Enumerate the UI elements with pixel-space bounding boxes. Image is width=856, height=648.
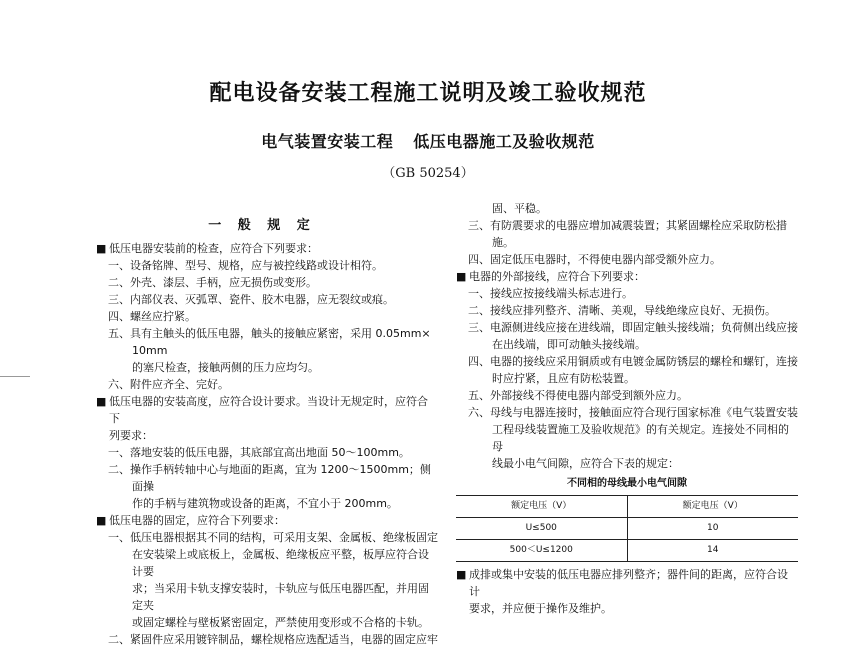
sub-clause: 五、外部接线不得使电器内部受到额外应力。 [468,389,688,402]
table-caption: 不同相的母线最小电气间隙 [567,478,687,489]
sub-clause: 二、接线应排列整齐、清晰、美观，导线绝缘应良好、无损伤。 [468,304,776,317]
clause-head: 低压电器的固定，应符合下列要求： [109,514,285,527]
table-header-cell: 额定电压（V） [456,496,627,518]
sub-clause-continued: 在安装梁上或底板上，金属板、绝缘板应平整，板厚应符合设计要 [132,548,429,578]
bullet-square-icon: ■ [456,568,467,581]
sub-clause: 一、接线应按接线端头标志进行。 [468,287,633,300]
sub-clause-continued: 工程母线装置施工及验收规范》的有关规定。连接处不同相的母 [492,423,789,453]
clearance-table [456,495,798,562]
subtitle-left: 电气装置安装工程 [261,132,394,151]
clause-head: 成排或集中安装的低压电器应排列整齐；器件间的距离，应符合设计 [469,568,788,598]
page-subtitle [0,129,856,152]
clause-mounting-height [96,393,438,427]
table-header-row [456,496,798,518]
clause-head-continued: 列要求： [109,429,153,442]
margin-rule [0,376,30,377]
table-cell-voltage: U≤500 [456,518,627,540]
sub-clause: 二、紧固件应采用镀锌制品，螺栓规格应选配适当，电器的固定应牢 [108,633,438,646]
bullet-square-icon: ■ [96,395,107,408]
page-title: 配电设备安装工程施工说明及竣工验收规范 [209,81,647,106]
sub-clause: 四、电器的接线应采用铜质或有电镀金属防锈层的螺栓和螺钉，连接 [468,355,798,368]
table-cell-voltage: 500＜U≤1200 [456,540,627,562]
clause-row-arrangement [456,566,798,600]
sub-clause: 三、有防震要求的电器应增加减震装置；其紧固螺栓应采取防松措施。 [468,219,787,249]
sub-clause-continued: 在出线端，即可动触头接线端。 [492,338,646,351]
sub-clause: 一、低压电器根据其不同的结构，可采用支架、金属板、绝缘板固定 [108,531,438,544]
bullet-square-icon: ■ [456,270,467,283]
bullet-square-icon: ■ [96,514,107,527]
sub-clause: 三、电源侧进线应接在进线端，即固定触头接线端；负荷侧出线应接 [468,321,798,334]
sub-clause-continued: 时应拧紧，且应有防松装置。 [492,372,635,385]
clause-external-wiring [456,268,798,285]
bullet-square-icon: ■ [96,242,107,255]
clause-head: 电器的外部接线，应符合下列要求： [469,270,645,283]
subtitle-right: 低压电器施工及验收规范 [413,132,595,151]
clause-fixing [96,512,438,529]
clause-inspection [96,240,438,257]
sub-clause: 三、内部仪表、灭弧罩、瓷件、胶木电器，应无裂纹或痕。 [108,293,394,306]
sub-clause: 六、附件应齐全、完好。 [108,378,229,391]
sub-clause-continued: 作的手柄与建筑物或设备的距离，不宜小于 200mm。 [132,497,398,510]
table-cell-gap: 10 [627,518,798,540]
sub-clause-continued: 线最小电气间隙，应符合下表的规定： [492,457,679,470]
sub-clause: 五、具有主触头的低压电器，触头的接触应紧密，采用 0.05mm× 10mm [108,327,431,357]
left-column [96,217,438,648]
sub-clause: 一、落地安装的低压电器，其底部宜高出地面 50～100mm。 [108,446,410,459]
section-heading: 一 般 规 定 [208,218,316,233]
standard-code: （GB 50254） [382,166,474,181]
sub-clause: 二、操作手柄转轴中心与地面的距离，宜为 1200～1500mm；侧面操 [108,463,431,493]
sub-clause: 四、螺丝应拧紧。 [108,310,196,323]
clause-head: 低压电器安装前的检查，应符合下列要求： [109,242,318,255]
clause-head-continued: 要求，并应便于操作及维护。 [469,602,612,615]
sub-clause: 六、母线与电器连接时，接触面应符合现行国家标准《电气装置安装 [468,406,798,419]
sub-clause: 二、外壳、漆层、手柄，应无损伤或变形。 [108,276,317,289]
sub-clause-continued: 或固定螺栓与壁板紧密固定，严禁使用变形或不合格的卡轨。 [132,616,429,629]
right-column [456,200,798,617]
table-row [456,518,798,540]
table-row [456,540,798,562]
sub-clause-continued: 求；当采用卡轨支撑安装时，卡轨应与低压电器匹配，并用固定夹 [132,582,429,612]
sub-clause: 四、固定低压电器时，不得使电器内部受额外应力。 [468,253,721,266]
sub-clause: 一、设备铭牌、型号、规格，应与被控线路或设计相符。 [108,259,383,272]
sub-clause-continued: 的塞尺检查，接触两侧的压力应均匀。 [132,361,319,374]
sub-clause-continued: 固、平稳。 [492,202,547,215]
table-cell-gap: 14 [627,540,798,562]
table-header-cell: 额定电压（V） [627,496,798,518]
clause-head: 低压电器的安装高度，应符合设计要求。当设计无规定时，应符合下 [109,395,428,425]
